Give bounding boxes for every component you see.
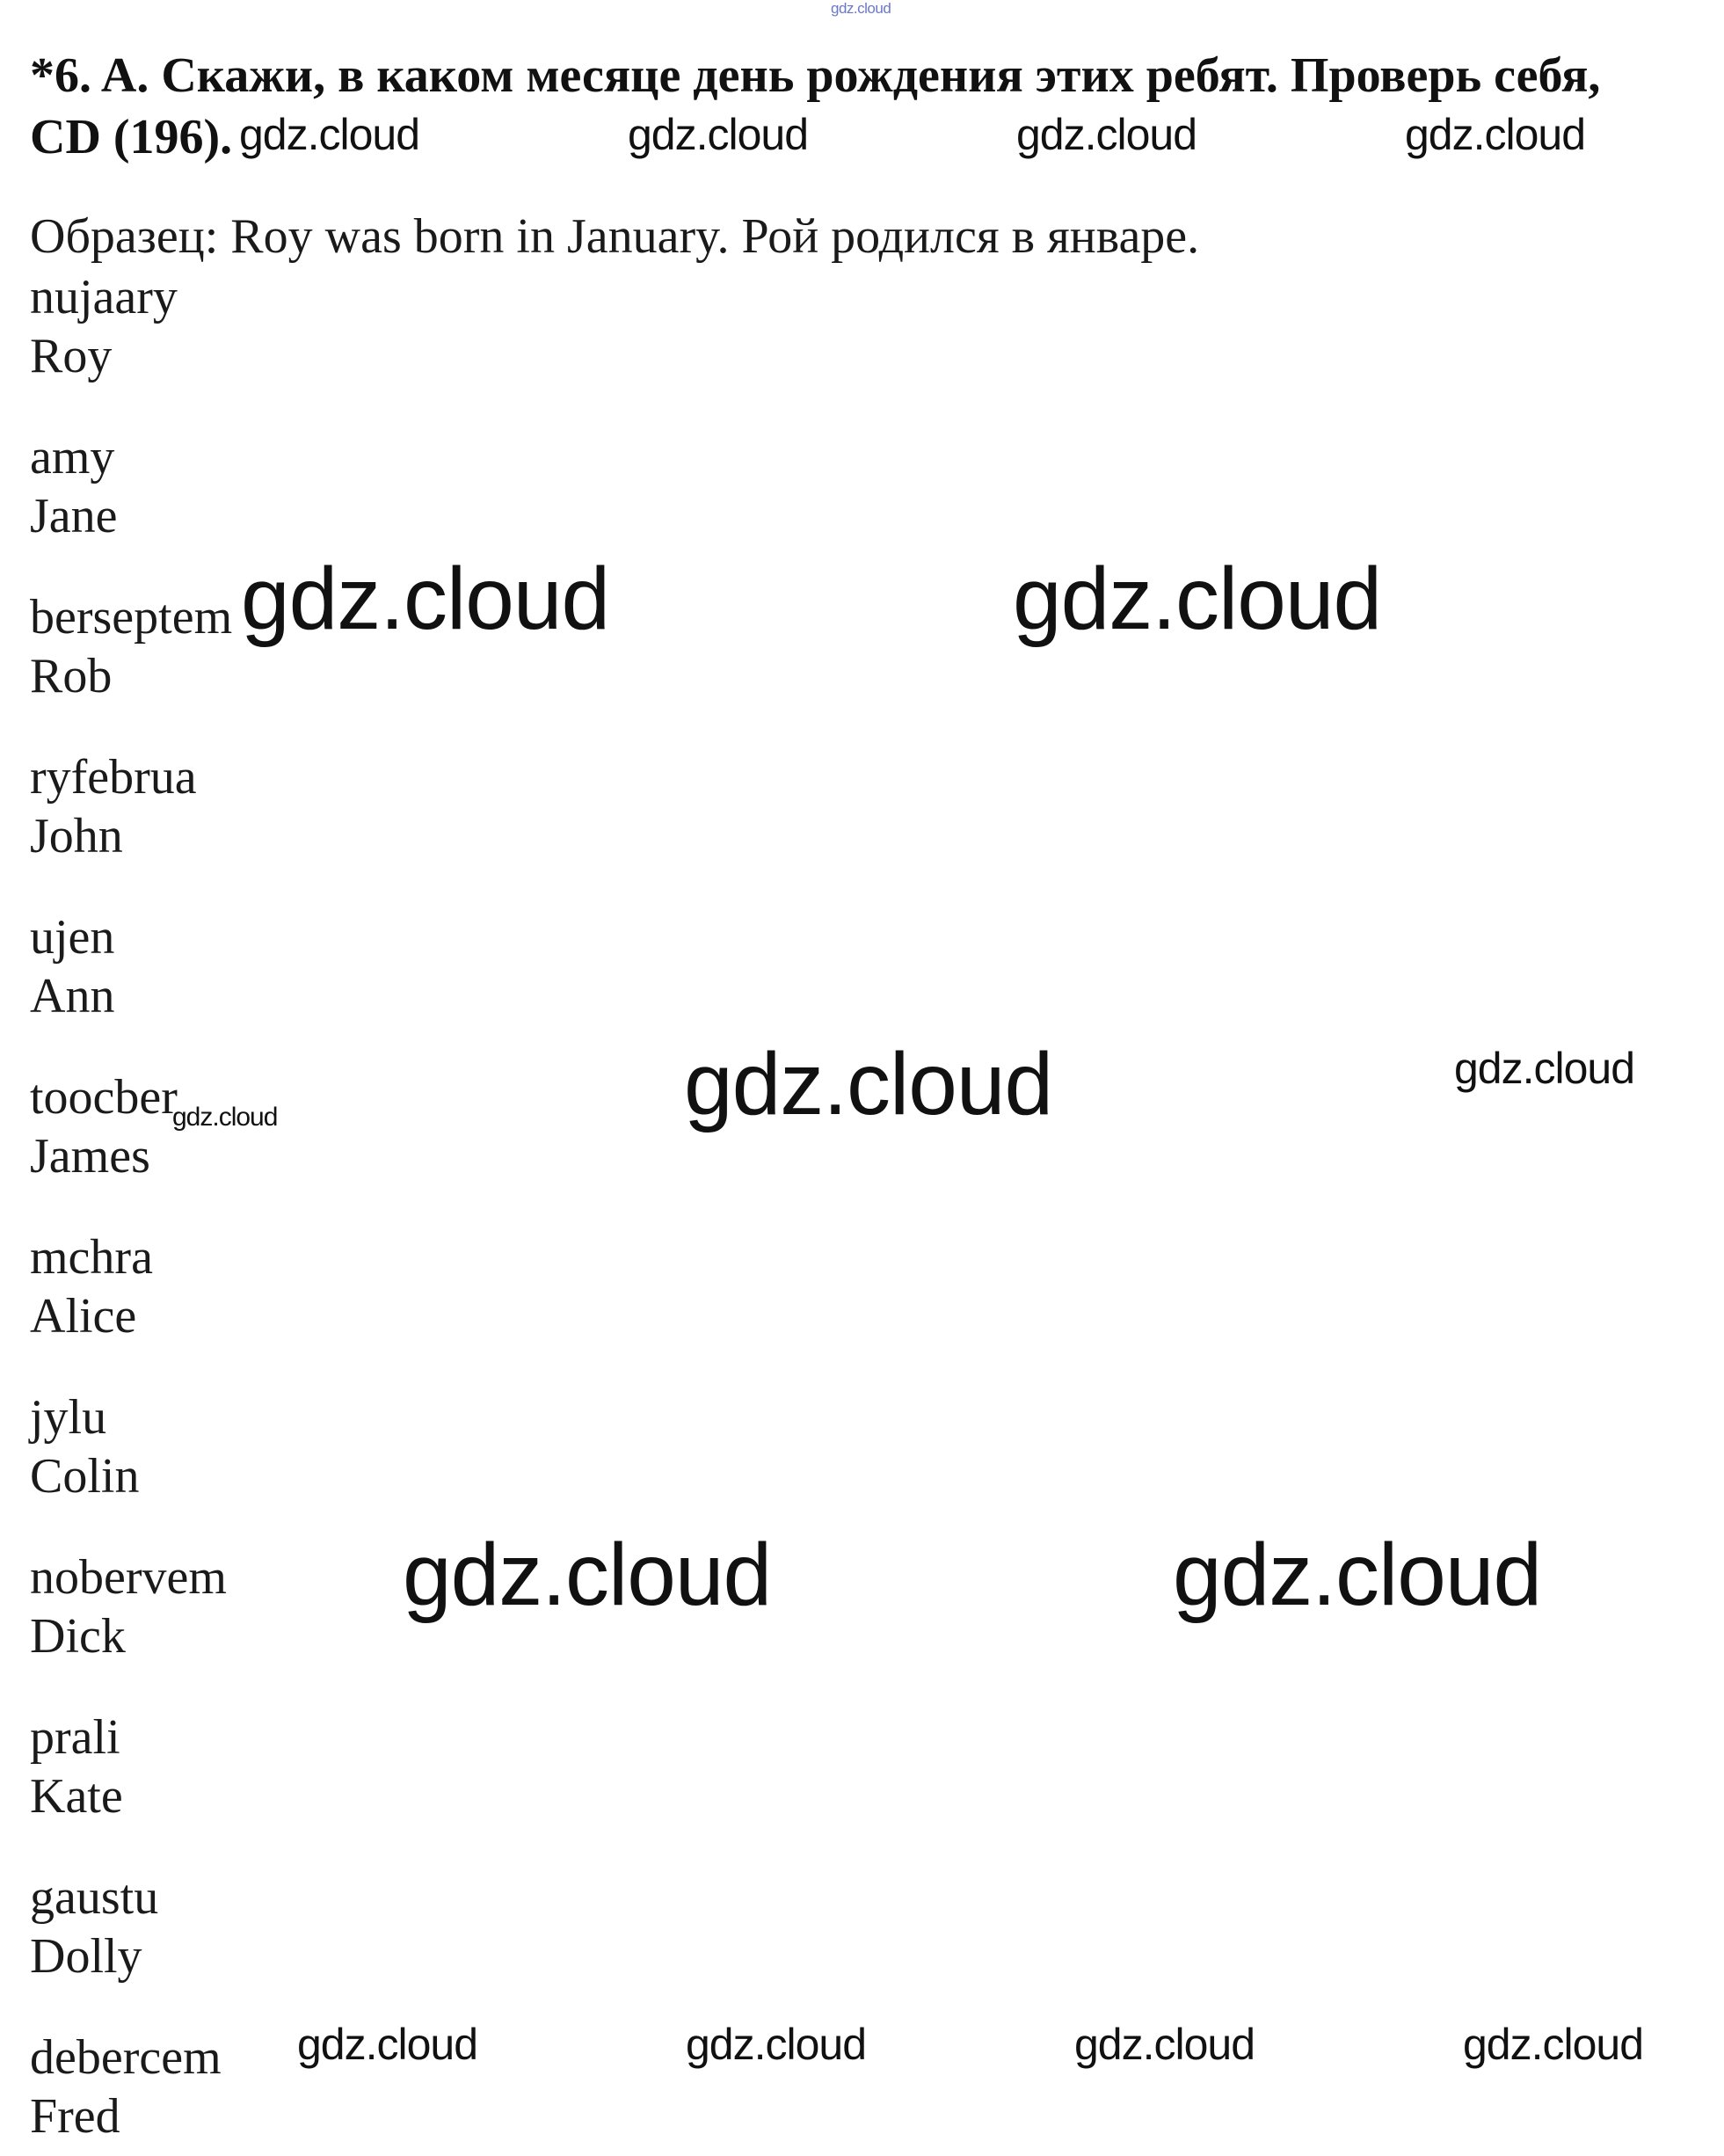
watermark: gdz.cloud [684,1035,1053,1133]
child-name: Dick [30,1609,126,1664]
list-item [30,748,557,866]
list-item [30,1708,557,1826]
child-name: John [30,809,123,863]
child-name: Ann [30,969,115,1023]
scrambled-month: ryfebrua [30,750,197,805]
watermark: gdz.cloud [241,550,610,648]
scrambled-month: nobervem [30,1550,227,1605]
watermark: gdz.cloud [297,2020,478,2069]
child-name: Kate [30,1769,123,1824]
list-item [30,268,557,386]
exercise-heading: *6. A. Скажи, в каком месяце день рождения этих ребят. Проверь себя, [30,48,1601,103]
child-name: James [30,1129,150,1184]
watermark: gdz.cloud [1173,1526,1542,1624]
watermark: gdz.cloud [628,110,809,159]
scrambled-month: mchra [30,1230,153,1285]
watermark: gdz.cloud [1013,550,1382,648]
watermark: gdz.cloud [1454,1044,1635,1093]
child-name: Dolly [30,1929,142,1984]
child-name: Rob [30,649,113,703]
watermark: gdz.cloud [172,1103,278,1132]
watermark: gdz.cloud [686,2020,867,2069]
watermark: gdz.cloud [1016,110,1197,159]
scrambled-month: nujaary [30,270,178,324]
list-item [30,1868,557,1986]
list-item [30,1228,557,1346]
scrambled-month: jylu [30,1390,107,1445]
list-item [30,908,557,1026]
watermark: gdz.cloud [1405,110,1586,159]
exercise-heading-line2: CD (196). [30,110,233,164]
scrambled-month: debercem [30,2030,222,2085]
list-item [30,1068,557,1186]
scrambled-month: amy [30,430,115,484]
watermark: gdz.cloud [1463,2020,1644,2069]
scrambled-month: berseptem [30,590,233,645]
child-name: Jane [30,489,118,543]
list-item [30,2029,557,2146]
child-name: Colin [30,1449,140,1504]
scrambled-month: ujen [30,910,115,965]
top-watermark: gdz.cloud [831,0,891,17]
sample-sentence: Образец: Roy was born in January. Рой родился в январе. [30,209,1200,264]
list-item [30,1388,557,1506]
scrambled-month: gaustu [30,1870,159,1925]
scrambled-month: toocber [30,1070,178,1125]
child-name: Fred [30,2089,120,2144]
scrambled-month: prali [30,1710,120,1765]
watermark: gdz.cloud [239,110,420,159]
watermark: gdz.cloud [1074,2020,1255,2069]
child-name: Roy [30,329,113,383]
watermark: gdz.cloud [403,1526,772,1624]
list-item [30,428,557,546]
child-name: Alice [30,1289,137,1344]
